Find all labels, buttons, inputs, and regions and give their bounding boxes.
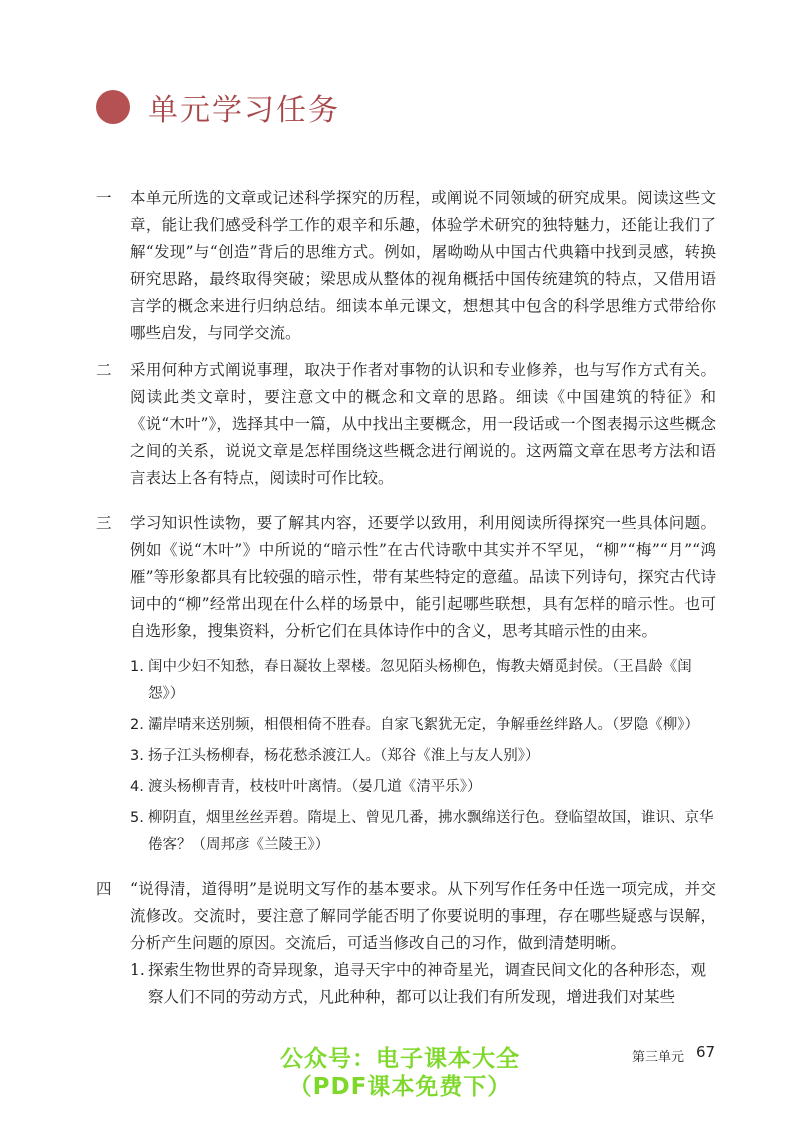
poem-number: 2. [130,717,144,733]
writing-task-item [130,957,716,1011]
poem-number: 3. [130,748,144,764]
page-title: 单元学习任务 [148,93,340,128]
poem-item [130,712,716,739]
writing-task-list [130,957,716,1015]
task-section-2 [96,357,716,492]
section-number: 三 [96,514,112,532]
task-section-1 [96,185,716,347]
bullet-circle-icon [96,90,130,124]
task-section-3 [96,510,716,645]
poem-list [130,654,716,863]
task-section-4 [96,876,716,957]
poem-number: 4. [130,779,144,795]
poem-item [130,805,716,859]
task-number: 1. [130,961,145,979]
section-text: “说得清，道得明”是说明文写作的基本要求。从下列写作任务中任选一项完成，并交流修改。交流时，要注意了解同学能否明了你要说明的事理，存在哪些疑惑与误解，分析产生问题的原因。交流后，可适当修改自己的习作，做到清楚明晰。 [130,880,716,952]
section-header [96,85,340,129]
section-number: 一 [96,189,112,207]
unit-label: 第三单元 [632,1050,685,1065]
watermark-line-1: 公众号：电子课本大全 [280,1046,520,1072]
page-number: 67 [696,1043,716,1061]
section-number: 二 [96,361,112,379]
poem-text: 柳阴直，烟里丝丝弄碧。隋堤上、曾见几番，拂水飘绵送行色。登临望故国，谁识、京华倦客？（周邦彦《兰陵王》） [148,810,714,853]
poem-item [130,774,716,801]
poem-number: 1. [130,659,144,675]
section-text: 采用何种方式阐说事理，取决于作者对事物的认识和专业修养，也与写作方式有关。阅读此类文章时，要注意文中的概念和文章的思路。细读《中国建筑的特征》和《说“木叶”》，选择其中一篇，从中找出主要概念，用一段话或一个图表揭示这些概念之间的关系，说说文章是怎样围绕这些概念进行阐说的。这两篇文章在思考方法和语言表达上各有特点，阅读时可作比较。 [130,361,716,487]
poem-item [130,743,716,770]
watermark-line-2: （PDF课本免费下） [288,1074,512,1100]
poem-number: 5. [130,810,144,826]
poem-text: 扬子江头杨柳春，杨花愁杀渡江人。（郑谷《淮上与友人别》） [148,748,540,764]
section-text: 学习知识性读物，要了解其内容，还要学以致用，利用阅读所得探究一些具体问题。例如《说“木叶”》中所说的“暗示性”在古代诗歌中其实并不罕见，“柳”“梅”“月”“鸿雁”等形象都具有比较强的暗示性，带有某些特定的意蕴。品读下列诗句，探究古代诗词中的“柳”经常出现在什么样的场景中，能引起哪些联想，具有怎样的暗示性。也可自选形象，搜集资料，分析它们在具体诗作中的含义，思考其暗示性的由来。 [130,514,716,640]
task-text: 探索生物世界的奇异现象，追寻天宇中的神奇星光，调查民间文化的各种形态，观察人们不同的劳动方式，凡此种种，都可以让我们有所发现，增进我们对某些 [148,961,707,1006]
poem-text: 渡头杨柳青青，枝枝叶叶离情。（晏几道《清平乐》） [148,779,482,795]
poem-text: 灞岸晴来送别频，相偎相倚不胜春。自家飞絮犹无定，争解垂丝绊路人。（罗隐《柳》） [148,717,699,733]
section-number: 四 [96,880,112,898]
poem-text: 闺中少妇不知愁，春日凝妆上翠楼。忽见陌头杨柳色，悔教夫婿觅封侯。（王昌龄《闺怨》） [148,659,692,702]
poem-item [130,654,716,708]
section-text: 本单元所选的文章或记述科学探究的历程，或阐说不同领域的研究成果。阅读这些文章，能让我们感受科学工作的艰辛和乐趣，体验学术研究的独特魅力，还能让我们了解“发现”与“创造”背后的思维方式。例如，屠呦呦从中国古代典籍中找到灵感，转换研究思路，最终取得突破；梁思成从整体的视角概括中国传统建筑的特点，又借用语言学的概念来进行归纳总结。细读本单元课文，想想其中包含的科学思维方式带给你哪些启发，与同学交流。 [130,189,716,342]
